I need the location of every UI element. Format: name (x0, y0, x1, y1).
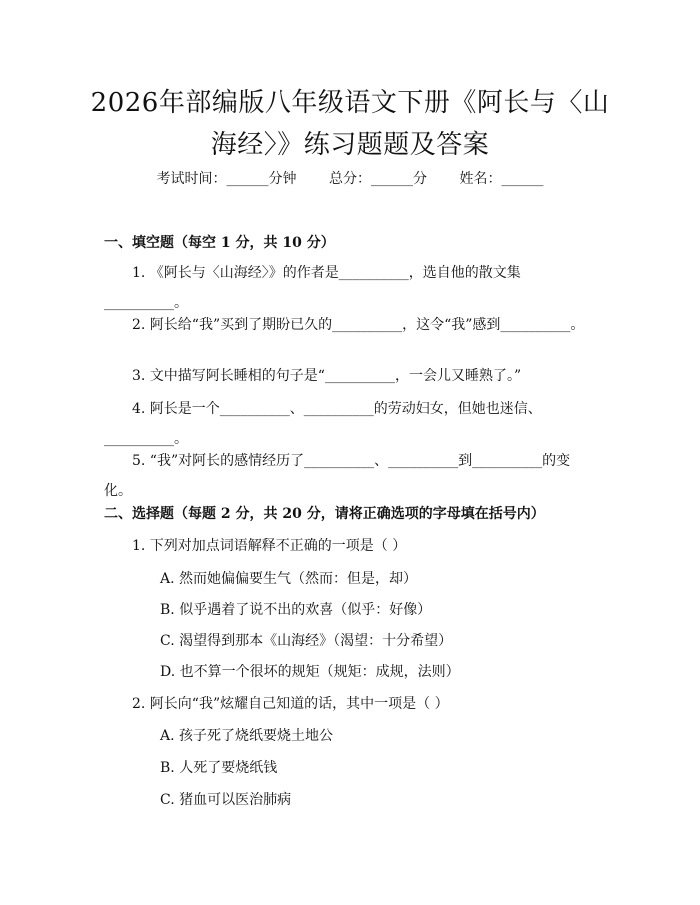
exam-time: 考试时间：______分钟 (156, 171, 297, 187)
choice-option: B. 人死了要烧纸钱 (160, 760, 278, 776)
fill-blank-question: 1. 《阿长与〈山海经〉》的作者是__________，选自他的散文集__________。 (104, 265, 521, 311)
fill-blank-question: 2. 阿长给“我”买到了期盼已久的__________，这令“我”感到__________。 (132, 317, 585, 333)
choice-question-stem: 1. 下列对加点词语解释不正确的一项是（ ） (132, 538, 407, 554)
student-name: 姓名：______ (459, 171, 544, 187)
exam-meta (0, 168, 700, 188)
section-choice-heading: 二、选择题（每题 2 分，共 20 分，请将正确选项的字母填在括号内） (104, 506, 545, 522)
fill-blank-question: 3. 文中描写阿长睡相的句子是“__________，一会儿又睡熟了。” (132, 368, 522, 384)
document-title: 2026年部编版八年级语文下册《阿长与〈山海经〉》练习题题及答案 (90, 88, 610, 160)
total-score: 总分：______分 (329, 171, 427, 187)
section-fill-blank-heading: 一、填空题（每空 1 分，共 10 分） (104, 235, 335, 251)
choice-option: C. 渴望得到那本《山海经》（渴望：十分希望） (160, 633, 453, 649)
choice-option: D. 也不算一个很坏的规矩（规矩：成规，法则） (160, 664, 460, 680)
choice-option: C. 猪血可以医治肺病 (160, 792, 292, 808)
choice-option: A. 然而她偏偏要生气（然而：但是，却） (160, 571, 418, 587)
choice-question-stem: 2. 阿长向“我”炫耀自己知道的话，其中一项是（ ） (132, 696, 449, 712)
choice-option: A. 孩子死了烧纸要烧土地公 (160, 728, 334, 744)
fill-blank-question: 4. 阿长是一个__________、__________的劳动妇女，但她也迷信、__________。 (104, 401, 542, 447)
choice-option: B. 似乎遇着了说不出的欢喜（似乎：好像） (160, 602, 432, 618)
fill-blank-question: 5. “我”对阿长的感情经历了__________、__________到__________的变化。 (104, 453, 571, 499)
